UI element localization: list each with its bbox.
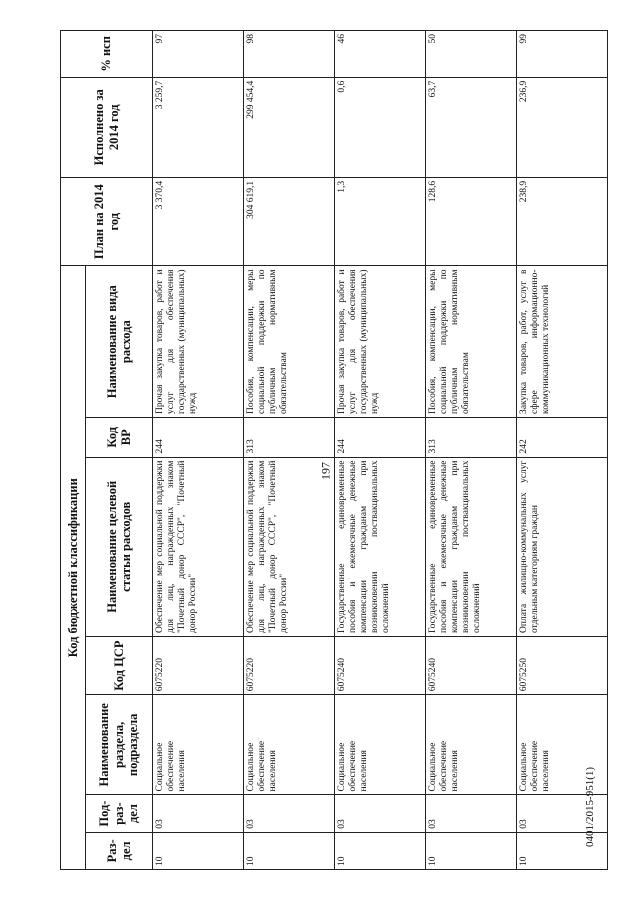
cell-csr-name: Государственные единовременные пособия и ежемесячные денежные компенсации гражданам при возникновении поствакцинальных осложнений [426, 457, 517, 636]
cell-executed: 299 454,4 [244, 77, 335, 177]
cell-podrazdel: 03 [426, 795, 517, 832]
cell-section-name: Социальное обеспечение населения [244, 695, 335, 795]
cell-plan: 1,3 [335, 177, 426, 266]
cell-executed: 63,7 [426, 77, 517, 177]
cell-plan: 3 370,4 [153, 177, 244, 266]
table-row [335, 31, 426, 870]
header-section-name: Наименование раздела, подраздела [86, 695, 153, 795]
header-executed: Исполнено за 2014 год [61, 77, 153, 177]
document-code: 0401/2015-951(1) [584, 766, 596, 848]
cell-section-name: Социальное обеспечение населения [426, 695, 517, 795]
header-plan: План на 2014 год [61, 177, 153, 266]
cell-razdel: 10 [244, 832, 335, 869]
cell-csr-code: 6075240 [426, 636, 517, 694]
cell-razdel: 10 [517, 832, 608, 869]
cell-vr-name: Прочая закупка товаров, работ и услуг для обеспечения государственных (муниципальных) нужд [335, 266, 426, 417]
table-row [517, 31, 608, 870]
cell-csr-code: 6075250 [517, 636, 608, 694]
cell-csr-code: 6075240 [335, 636, 426, 694]
cell-vr-code: 244 [335, 417, 426, 457]
cell-plan: 238,9 [517, 177, 608, 266]
cell-section-name: Социальное обеспечение населения [153, 695, 244, 795]
cell-csr-name: Государственные единовременные пособия и ежемесячные денежные компенсации гражданам при возникновении поствакцинальных осложнений [335, 457, 426, 636]
cell-podrazdel: 03 [244, 795, 335, 832]
header-csr-name: Наименование целевой статьи расходов [86, 457, 153, 636]
table-row [244, 31, 335, 870]
cell-percent: 99 [517, 31, 608, 78]
cell-csr-name: Обеспечение мер социальной поддержки для лиц, награжденных знаком "Почетный донор СССР", "Почетный донор России" [153, 457, 244, 636]
header-vr-code: Код ВР [86, 417, 153, 457]
cell-csr-code: 6075220 [153, 636, 244, 694]
cell-podrazdel: 03 [335, 795, 426, 832]
cell-executed: 3 259,7 [153, 77, 244, 177]
cell-section-name: Социальное обеспечение населения [335, 695, 426, 795]
header-podrazdel: Под-раз-дел [86, 795, 153, 832]
cell-vr-name: Прочая закупка товаров, работ и услуг для обеспечения государственных (муниципальных) нужд [153, 266, 244, 417]
cell-csr-name: Обеспечение мер социальной поддержки для лиц, награжденных знаком "Почетный донор СССР", "Почетный донор России" [244, 457, 335, 636]
header-razdel: Раз-дел [86, 832, 153, 869]
cell-percent: 46 [335, 31, 426, 78]
header-percent: % исп [61, 31, 153, 78]
cell-plan: 304 619,1 [244, 177, 335, 266]
cell-vr-name: Пособия, компенсации, меры социальной поддержки по публичным нормативным обязательствам [426, 266, 517, 417]
cell-vr-code: 242 [517, 417, 608, 457]
cell-vr-name: Пособия, компенсации, меры социальной поддержки по публичным нормативным обязательствам [244, 266, 335, 417]
budget-execution-table [60, 30, 608, 870]
cell-executed: 0,6 [335, 77, 426, 177]
cell-vr-code: 313 [244, 417, 335, 457]
header-vr-name: Наименование вида расхода [86, 266, 153, 417]
budget-classification-group-header: Код бюджетной классификации [61, 266, 86, 870]
header-csr-code: Код ЦСР [86, 636, 153, 694]
table-row [426, 31, 517, 870]
cell-podrazdel: 03 [153, 795, 244, 832]
cell-razdel: 10 [335, 832, 426, 869]
cell-vr-code: 244 [153, 417, 244, 457]
page-number: 197 [318, 462, 333, 480]
cell-executed: 236,9 [517, 77, 608, 177]
rotated-table-container [60, 30, 620, 870]
cell-vr-code: 313 [426, 417, 517, 457]
cell-percent: 98 [244, 31, 335, 78]
cell-percent: 97 [153, 31, 244, 78]
cell-podrazdel: 03 [517, 795, 608, 832]
cell-vr-name: Закупка товаров, работ, услуг в сфере информационно-коммуникационных технологий [517, 266, 608, 417]
cell-section-name: Социальное обеспечение населения [517, 695, 608, 795]
table-row [153, 31, 244, 870]
cell-percent: 50 [426, 31, 517, 78]
cell-csr-name: Оплата жилищно-коммунальных услуг отдельным категориям граждан [517, 457, 608, 636]
cell-csr-code: 6075220 [244, 636, 335, 694]
cell-razdel: 10 [153, 832, 244, 869]
cell-razdel: 10 [426, 832, 517, 869]
cell-plan: 128,6 [426, 177, 517, 266]
